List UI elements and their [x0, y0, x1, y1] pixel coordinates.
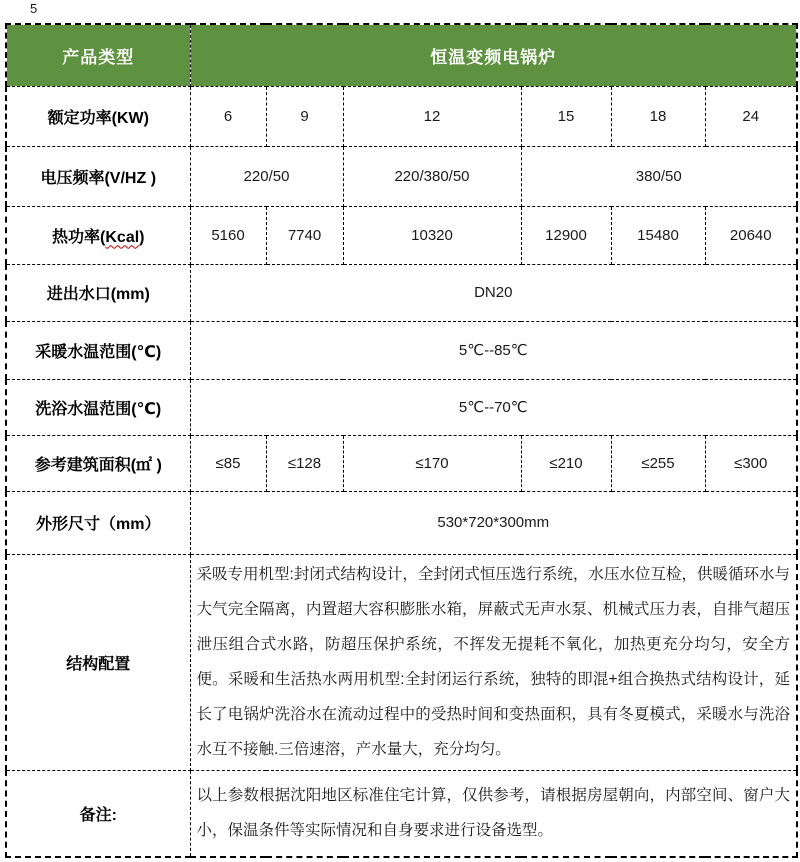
voltage-frequency-value: 220/50 [190, 146, 343, 206]
page-number-note: 5 [30, 1, 38, 16]
water-inlet-label: 进出水口(mm) [6, 264, 190, 321]
heat-power-value: 20640 [705, 206, 797, 264]
rated-power-value: 24 [705, 86, 797, 146]
heat-power-value: 12900 [521, 206, 611, 264]
row-rated-power [6, 86, 797, 146]
heating-temp-value: 5℃--85℃ [190, 321, 797, 379]
remarks-text: 以上参数根据沈阳地区标准住宅计算，仅供参考，请根据房屋朝向，内部空间、窗户大小，保温条件等实际情况和自身要求进行设备选型。 [190, 770, 797, 857]
row-heating-temp-range [6, 321, 797, 379]
remarks-label: 备注: [6, 770, 190, 857]
building-area-value: ≤170 [343, 435, 521, 491]
rated-power-value: 12 [343, 86, 521, 146]
voltage-frequency-value: 220/380/50 [343, 146, 521, 206]
bath-temp-label: 洗浴水温范围(℃) [6, 379, 190, 435]
dimensions-value: 530*720*300mm [190, 491, 797, 554]
product-type-label: 产品类型 [6, 24, 190, 86]
row-structure-config [6, 554, 797, 770]
building-area-label: 参考建筑面积(㎡ ) [6, 435, 190, 491]
structure-config-text: 采吸专用机型:封闭式结构设计，全封闭式恒压选行系统，水压水位互检，供暖循环水与大气完全隔离，内置超大容积膨胀水箱，屏蔽式无声水泵、机械式压力表，自排气超压泄压组合式水路，防超压保护系统，不挥发无提耗不氧化，加热更充分均匀，安全方便。采暖和生活热水两用机型:全封闭运行系统，独特的即混+组合换热式结构设计，延长了电锅炉洗浴水在流动过程中的受热时间和变热面积，具有冬夏模式，采暖水与洗浴水互不接触.三倍速溶，产水量大，充分均匀。 [190, 554, 797, 770]
rated-power-label: 额定功率(KW) [6, 86, 190, 146]
row-heat-power [6, 206, 797, 264]
voltage-frequency-value: 380/50 [521, 146, 797, 206]
heating-temp-label: 采暖水温范围(℃) [6, 321, 190, 379]
row-water-inlet [6, 264, 797, 321]
rated-power-value: 15 [521, 86, 611, 146]
dimensions-label: 外形尺寸（mm） [6, 491, 190, 554]
product-name-cell: 恒温变频电锅炉 [190, 24, 797, 86]
row-product-type [6, 24, 797, 86]
heat-power-value: 10320 [343, 206, 521, 264]
heat-power-value: 5160 [190, 206, 266, 264]
heat-power-value: 7740 [266, 206, 343, 264]
heat-power-label-prefix: 热功率( [52, 228, 106, 246]
row-voltage-frequency [6, 146, 797, 206]
row-bath-temp-range [6, 379, 797, 435]
heat-power-label [6, 206, 190, 264]
heat-power-value: 15480 [611, 206, 705, 264]
building-area-value: ≤255 [611, 435, 705, 491]
rated-power-value: 6 [190, 86, 266, 146]
heat-power-label-suffix: ) [139, 228, 145, 246]
building-area-value: ≤300 [705, 435, 797, 491]
rated-power-value: 9 [266, 86, 343, 146]
building-area-value: ≤210 [521, 435, 611, 491]
building-area-value: ≤128 [266, 435, 343, 491]
bath-temp-value: 5℃--70℃ [190, 379, 797, 435]
water-inlet-value: DN20 [190, 264, 797, 321]
row-dimensions [6, 491, 797, 554]
product-spec-table [5, 23, 798, 858]
heat-power-label-kcal: Kcal [105, 228, 140, 246]
structure-config-label: 结构配置 [6, 554, 190, 770]
voltage-frequency-label: 电压频率(V/HZ ) [6, 146, 190, 206]
rated-power-value: 18 [611, 86, 705, 146]
row-building-area [6, 435, 797, 491]
row-remarks [6, 770, 797, 857]
building-area-value: ≤85 [190, 435, 266, 491]
